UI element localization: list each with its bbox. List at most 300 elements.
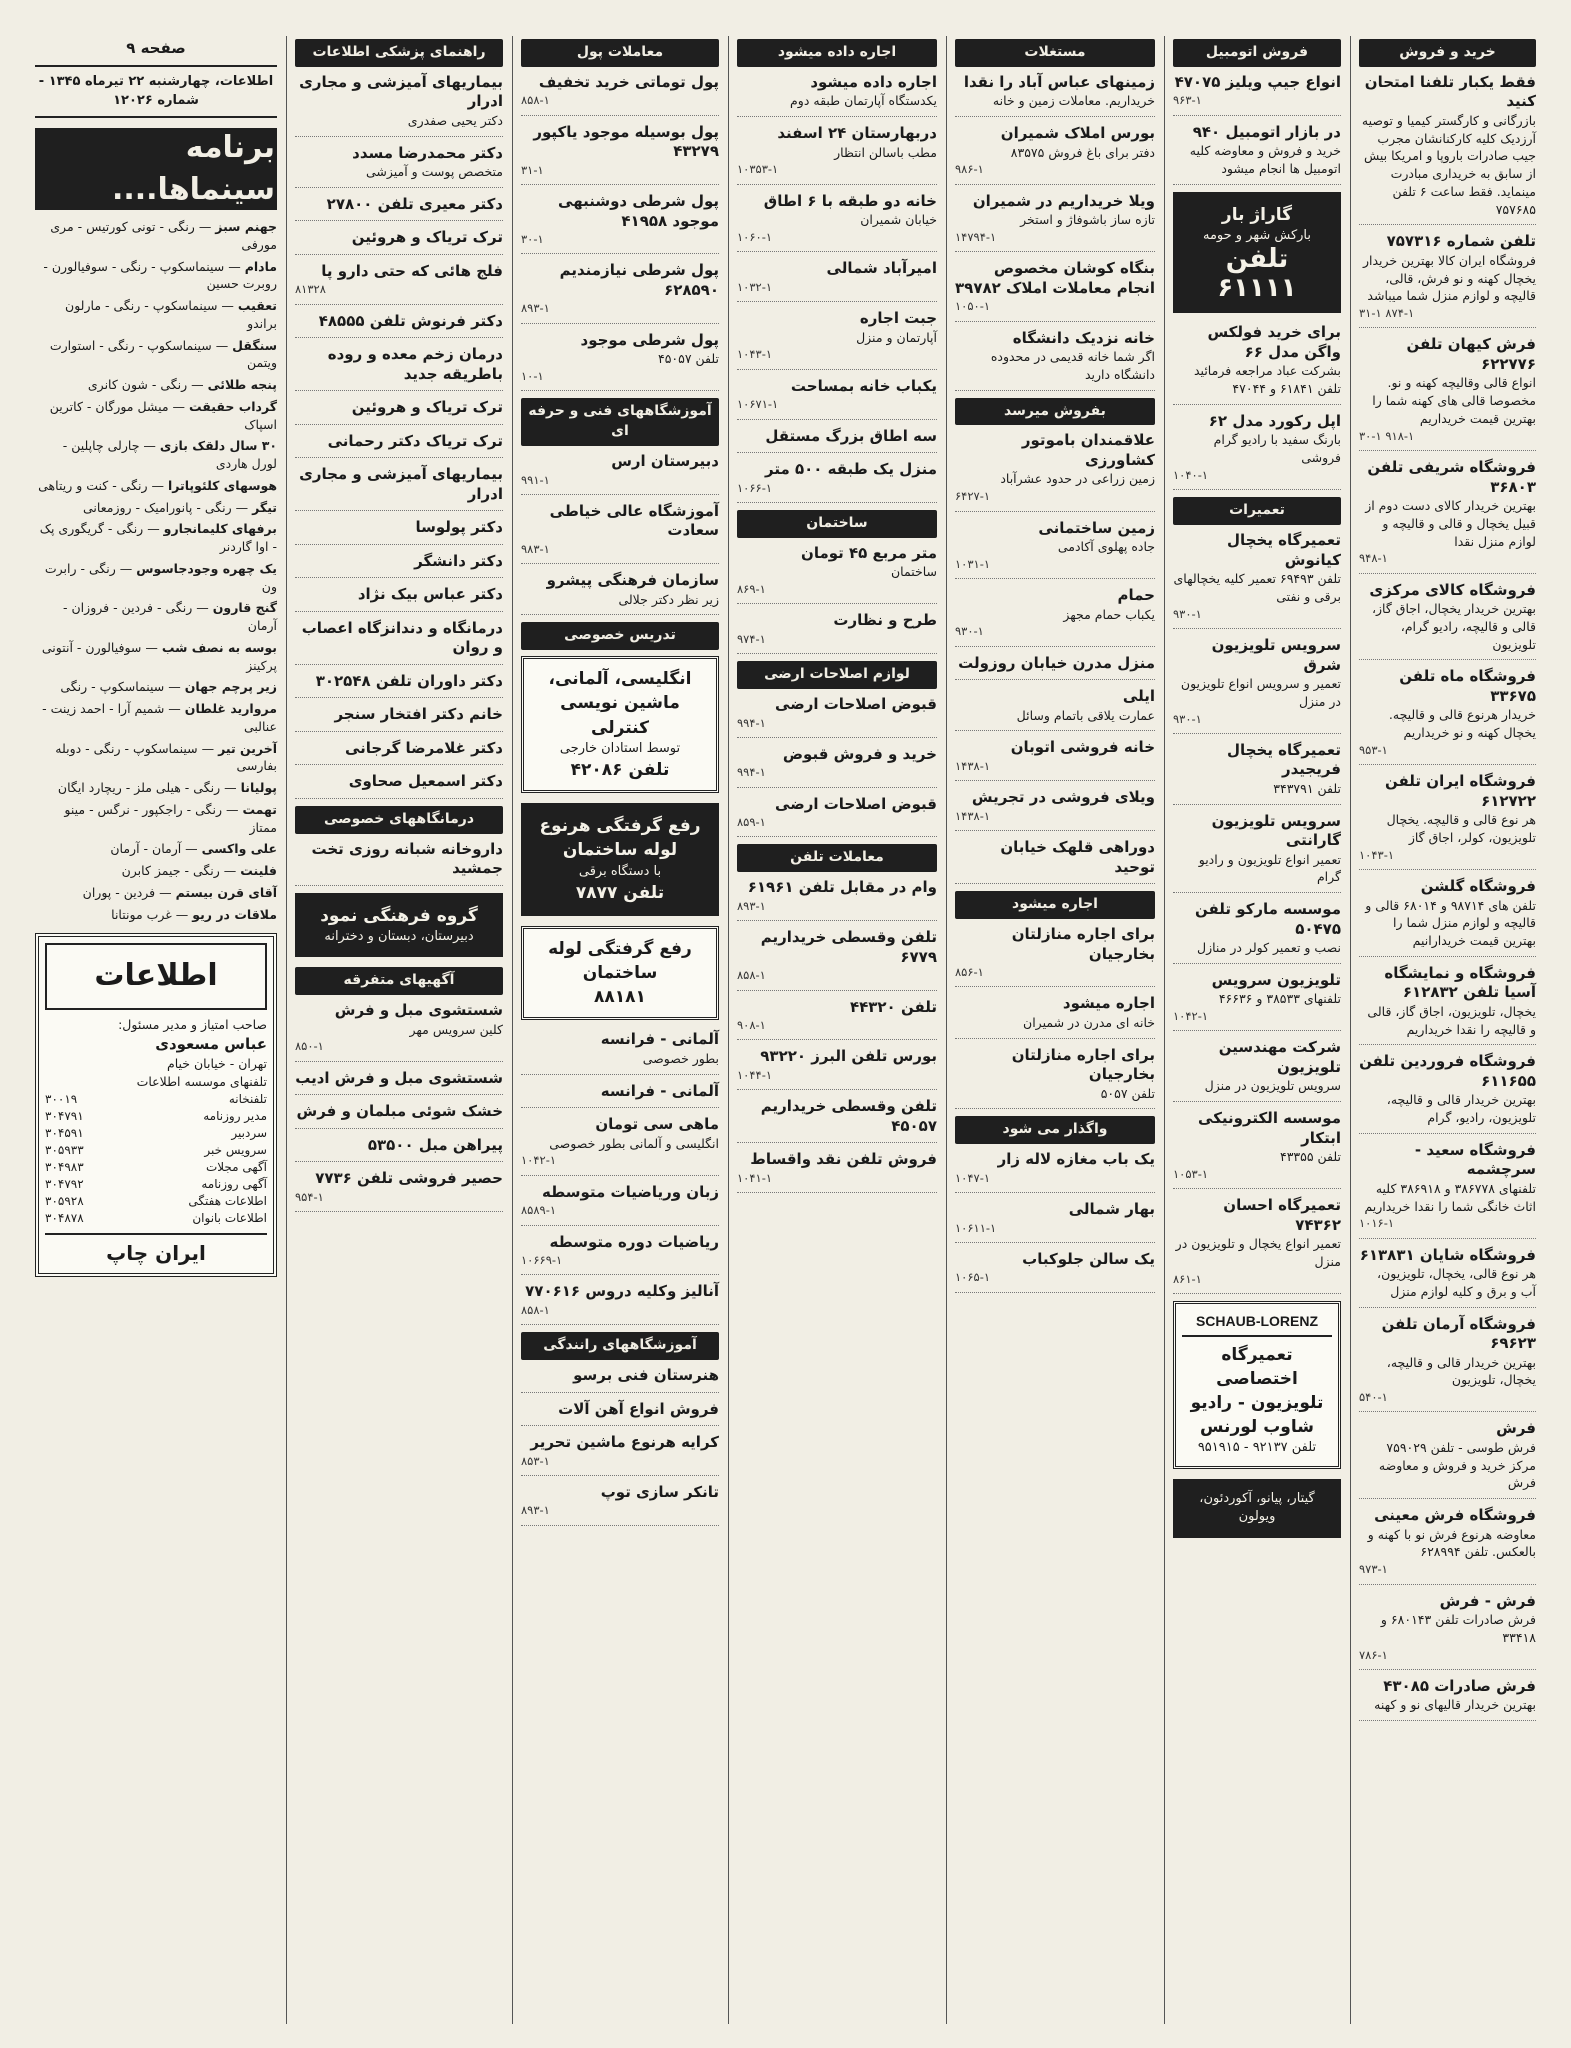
ad-code: ۱۰۴۱-۱ xyxy=(737,1170,773,1185)
ad-title: فرش xyxy=(1496,1419,1536,1438)
repair-ads xyxy=(1173,531,1341,1294)
classified-ad xyxy=(521,1115,719,1176)
ad-code: ۹۸۶-۱ xyxy=(955,162,984,177)
page-number: صفحه ۹ xyxy=(35,36,277,67)
ad-code: ۹۳۰-۱ xyxy=(1173,606,1202,621)
masthead-phone-list xyxy=(45,1091,267,1227)
ad-title: فروشگاه آرمان تلفن ۶۹۶۲۳ xyxy=(1381,1314,1536,1353)
masthead-phone-row xyxy=(45,1142,267,1159)
classified-ad xyxy=(295,552,503,579)
buy-sell-column xyxy=(1354,36,1541,2024)
film-details: آرمان - آرمان xyxy=(110,841,182,857)
ad-title: شستشوی مبل و فرش xyxy=(334,1001,503,1020)
separator: — xyxy=(187,377,208,393)
ad-title: موسسه مارکو تلفن ۵۰۴۷۵ xyxy=(1195,900,1341,938)
cinema-listing xyxy=(35,218,277,254)
film-title: هوسهای کلئوپاترا xyxy=(167,477,277,493)
classified-ad xyxy=(521,192,719,254)
ad-title: فروشگاه فروردین تلفن ۶۱۱۶۵۵ xyxy=(1359,1052,1536,1090)
ad-code: ۱۴۳۸-۱ xyxy=(955,758,991,773)
ad-title: خانه فروشی اتوبان xyxy=(1010,738,1155,757)
cinema-listing xyxy=(35,862,277,880)
classified-ad xyxy=(295,585,503,612)
ad-code: ۱۰۳۱-۱ xyxy=(955,556,991,571)
column-rule xyxy=(728,36,729,2024)
ad-title: خانه نزدیک دانشگاه xyxy=(1012,328,1155,347)
phone-number: ۳۰۰۱۹ xyxy=(45,1091,78,1106)
classified-ad xyxy=(955,1046,1155,1110)
ad-title: دکتر محمدرضا مسدد xyxy=(352,143,503,162)
misc-ads xyxy=(295,1001,503,1212)
ad-title: داروخانه شبانه روزی تخت جمشید xyxy=(311,839,503,878)
boxed-ad xyxy=(521,926,719,1020)
classified-ad xyxy=(955,329,1155,391)
ad-title: فروشگاه ماه تلفن ۳۳۶۷۵ xyxy=(1399,667,1536,705)
film-title: آخرین تیر xyxy=(218,740,277,756)
separator: — xyxy=(155,884,176,900)
boxed-ad xyxy=(521,656,719,793)
medical-column xyxy=(290,36,508,2024)
classified-ad xyxy=(1359,667,1536,765)
masthead-phone-row xyxy=(45,1091,267,1108)
ad-title: دوراهی قلهک خیابان توحید xyxy=(1000,838,1155,876)
ad-body: تلفنهای ۳۸۵۳۳ و ۴۶۶۳۶ xyxy=(1218,991,1341,1007)
ad-body: بهترین خریدار یخچال، اجاق گاز، قالی و قالیچه، رادیو گرام، تلویزیون xyxy=(1371,601,1536,652)
masthead xyxy=(35,933,277,1277)
separator: — xyxy=(221,801,243,817)
classified-ad xyxy=(955,586,1155,647)
film-title: جهنم سبز xyxy=(215,219,277,235)
ad-body: معاوضه هرنوع فرش نو با کهنه و بالعکس. تلفن ۶۲۸۹۹۴ xyxy=(1367,1526,1536,1560)
classified-ad xyxy=(737,192,937,253)
classified-ad xyxy=(1359,458,1536,574)
classified-ad xyxy=(1359,1419,1536,1499)
ad-title: تلفن وقسطی خریداریم ۴۵۰۵۷ xyxy=(760,1097,937,1135)
ad-code: ۱۰۴۴-۱ xyxy=(737,1067,773,1082)
separator: — xyxy=(194,219,216,235)
separator: — xyxy=(220,780,241,796)
ad-code: ۱۰۴۳-۱ xyxy=(737,347,773,362)
classified-ad xyxy=(737,544,937,605)
classified-ad xyxy=(1173,1038,1341,1102)
schaub-lorenz-brand: SCHAUB-LORENZ xyxy=(1182,1312,1332,1337)
classified-ad xyxy=(955,654,1155,681)
ad-body: تلفن ۴۳۳۵۵ xyxy=(1279,1149,1341,1165)
classified-ad xyxy=(1359,1592,1536,1670)
section-head-transfer: واگذار می شود xyxy=(955,1116,1155,1144)
school-ads xyxy=(521,452,719,615)
ad-code: ۸۶۹-۱ xyxy=(737,581,766,596)
garage-title: گاراژ بار xyxy=(1221,204,1293,225)
ad-title: تعمیرگاه احسان ۷۴۳۶۲ xyxy=(1223,1196,1341,1234)
ad-code: ۹۷۴-۱ xyxy=(737,631,766,646)
ad-body: فروشگاه ایران کالا بهترین خریدار یخچال کهنه و نو فرش، قالی، قالیچه و لوازم منزل شما میباشد xyxy=(1362,252,1536,304)
ad-body: تلفنهای ۳۸۶۷۷۸ و ۳۸۶۹۱۸ کلیه اثاث خانگی شما را نقدا خریداریم xyxy=(1364,1180,1536,1214)
land-reform-ads xyxy=(737,695,937,837)
ad-title: بهار شمالی xyxy=(1068,1200,1155,1219)
ad-title: فرش - فرش xyxy=(1439,1591,1536,1610)
box-phone: تلفن ۷۸۷۷ xyxy=(575,882,665,903)
cinema-listing xyxy=(35,740,277,776)
ad-title: یک سالن جلوکباب xyxy=(1022,1249,1155,1268)
classified-ad xyxy=(955,192,1155,253)
ad-title: بورس املاک شمیران xyxy=(1000,124,1155,143)
phone-label: آگهی مجلات xyxy=(205,1159,267,1174)
ad-title: ریاضیات دوره متوسطه xyxy=(549,1232,719,1251)
masthead-logo: اطلاعات xyxy=(45,943,267,1010)
separator: — xyxy=(164,679,185,695)
ad-code: ۱۰۶۵-۱ xyxy=(955,1270,991,1285)
masthead-phone-row xyxy=(45,1210,267,1227)
phone-number: ۳۰۵۹۳۳ xyxy=(45,1142,84,1157)
classified-ad xyxy=(521,1282,719,1325)
film-title: ملاقات در ریو xyxy=(192,906,277,922)
ad-code: ۱۰۵۳-۱ xyxy=(1173,1166,1209,1181)
ad-body: تلفن ۴۵۰۵۷ xyxy=(657,351,719,367)
film-title: آقای قرن بیستم xyxy=(175,884,277,900)
ad-title: فقط یکبار تلفنا امتحان کنید xyxy=(1364,72,1536,111)
section-head-phone-deals: معاملات تلفن xyxy=(737,844,937,872)
classified-ad xyxy=(955,788,1155,831)
cinema-listing xyxy=(35,258,277,294)
classified-ad xyxy=(295,73,503,137)
cinema-listing xyxy=(35,520,277,556)
cinema-listing xyxy=(35,376,277,394)
building-ads xyxy=(737,544,937,654)
ad-body: تازه ساز باشوفاژ و استخر xyxy=(1020,212,1155,228)
classified-ad xyxy=(737,427,937,454)
film-title: سنگقل xyxy=(232,337,277,353)
classified-ad xyxy=(1173,531,1341,629)
ad-code: ۳۱-۱ xyxy=(521,162,544,177)
ad-code: ۱۰۶۰-۱ xyxy=(737,229,773,244)
cultural-group-box xyxy=(295,893,503,958)
ad-title: فروشگاه سعید - سرچشمه xyxy=(1414,1140,1536,1179)
classified-ad xyxy=(295,465,503,511)
classified-ad xyxy=(521,1030,719,1074)
ad-code: ۹۴۸-۱ xyxy=(1359,551,1388,566)
ad-title: ترک تریاک و هروئین xyxy=(351,228,503,247)
classified-ad xyxy=(1173,971,1341,1032)
film-details: سینماسکوپ - رنگی - دوبله بفارسی xyxy=(55,740,277,774)
separator: — xyxy=(217,298,238,314)
ad-code: ۱۰۳۵۳-۱ xyxy=(737,162,779,177)
ad-body: فرش صادرات تلفن ۶۸۰۱۴۳ و ۳۳۴۱۸ xyxy=(1380,1612,1536,1645)
ad-body: بهترین خریدار کالای دست دوم از قبیل یخچال و قالی و قالیچه و لوازم منزل نقدا xyxy=(1365,498,1536,549)
film-details: رنگی - گریگوری پک - اوا گاردنر xyxy=(39,521,277,555)
ad-body: یخچال، تلویزیون، اجاق گاز، قالی و قالیچه را نقدا خریداریم xyxy=(1367,1003,1536,1037)
phone-label: اطلاعات هفتگی xyxy=(188,1193,267,1208)
separator: — xyxy=(197,740,219,756)
ad-title: خانم دکتر افتخار سنجر xyxy=(334,705,503,724)
ad-code: ۱۰۶۷۱-۱ xyxy=(737,397,779,412)
boxed-ad xyxy=(521,803,719,916)
ad-title: پول بوسیله موجود یاکپور ۴۳۲۷۹ xyxy=(533,122,719,161)
classified-ad xyxy=(1359,1677,1536,1721)
garage-box xyxy=(1173,192,1341,314)
classified-ad xyxy=(295,1001,503,1062)
box-body: با دستگاه برقی xyxy=(578,863,662,879)
separator: — xyxy=(181,841,202,857)
publisher-label: صاحب امتیاز و مدیر مسئول: xyxy=(118,1017,267,1033)
ad-title: برای اجاره منازلتان بخارجیان xyxy=(1011,925,1155,963)
ad-code: ۳۰-۱ xyxy=(521,232,544,247)
film-details: رنگی - رابرت ون xyxy=(44,560,277,594)
classified-ad xyxy=(295,772,503,799)
section-head-cars: فروش اتومبیل xyxy=(1173,39,1341,67)
phone-label: اطلاعات بانوان xyxy=(192,1210,267,1225)
ad-title: خشک شوئی مبلمان و فرش xyxy=(296,1102,503,1121)
film-details: سینماسکوپ - رنگی - استوارت ویتمن xyxy=(49,337,277,371)
ad-title: اجاره میشود xyxy=(1062,994,1155,1013)
column-rule xyxy=(286,36,287,2024)
ad-title: حصیر فروشی تلفن ۷۷۳۶ xyxy=(315,1169,503,1188)
separator: — xyxy=(139,438,160,454)
section-head-for-sale: بفروش میرسد xyxy=(955,398,1155,426)
film-details: رنگی - تونی کورتیس - مری مورفی xyxy=(50,219,277,252)
cinema-listing xyxy=(35,840,277,858)
classified-ad xyxy=(737,1150,937,1193)
ad-title: جبت اجاره xyxy=(859,309,937,328)
ad-title: آلمانی - فرانسه xyxy=(600,1081,719,1100)
schaub-lorenz-box xyxy=(1173,1301,1341,1469)
ad-title: بورس تلفن البرز ۹۳۲۲۰ xyxy=(760,1047,937,1066)
classified-ad xyxy=(737,611,937,654)
ad-body: آپارتمان و منزل xyxy=(856,329,937,345)
ad-title: تعمیرگاه یخچال کیانوش xyxy=(1227,531,1341,569)
ad-title: فروشگاه فرش معینی xyxy=(1374,1506,1536,1525)
ad-title: دکتر داوران تلفن ۳۰۲۵۴۸ xyxy=(315,671,503,690)
classified-ad xyxy=(955,259,1155,321)
ad-title: درمانگاه و دندانزگاه اعصاب و روان xyxy=(301,618,503,657)
ad-title: تلفن ۴۴۳۲۰ xyxy=(849,997,937,1016)
ad-title: پول شرطی موجود xyxy=(580,330,719,349)
classified-ad xyxy=(737,259,937,302)
ad-title: وام در مقابل تلفن ۶۱۹۶۱ xyxy=(747,878,937,897)
ad-body: دکتر یحیی صفدری xyxy=(407,112,503,128)
ad-code: ۸۶۱-۱ xyxy=(1173,1271,1202,1286)
classified-ad xyxy=(1359,1506,1536,1584)
box-body: توسط استادان خارجی xyxy=(559,740,681,756)
box-phone: تلفن ۴۲۰۸۶ xyxy=(570,760,670,781)
ad-title: بیماریهای آمیزشی و مجاری ادرار xyxy=(299,465,503,503)
section-head-rental: اجاره داده میشود xyxy=(737,39,937,67)
ad-code: ۷۸۶-۱ xyxy=(1359,1647,1388,1662)
money-ads xyxy=(521,73,719,391)
classified-ad xyxy=(521,1082,719,1109)
ad-title: ایلی xyxy=(1122,687,1155,706)
ad-title: ماهی سی تومان xyxy=(595,1115,719,1134)
cinema-listing xyxy=(35,779,277,797)
classified-ad xyxy=(521,1183,719,1226)
classified-ad xyxy=(737,745,937,788)
classified-ad xyxy=(737,998,937,1041)
ad-title: قبوض اصلاحات ارضی xyxy=(775,695,937,713)
classified-ad xyxy=(955,519,1155,580)
cars-column xyxy=(1168,36,1346,2024)
ad-body: یکباب حمام مجهز xyxy=(1063,606,1155,622)
newspaper-page xyxy=(30,36,1541,2024)
classified-ad xyxy=(521,502,719,564)
ad-code: ۱۰۴۰-۱ xyxy=(1173,467,1209,482)
section-head-medical: راهنمای پزشکی اطلاعات xyxy=(295,39,503,67)
section-head-buy-sell: خرید و فروش xyxy=(1359,39,1536,67)
ad-code: ۹۵۴-۱ xyxy=(295,1189,324,1204)
phone-deal-ads xyxy=(737,878,937,1193)
ad-code: ۱۰۴۷-۱ xyxy=(955,1170,991,1185)
ad-title: انواع جیپ ویلیز ۴۷۰۷۵ xyxy=(1174,72,1341,91)
ad-title: فروشگاه گلشن xyxy=(1420,877,1536,896)
ad-title: خرید و فروش قبوض xyxy=(782,744,937,763)
tutoring-ads xyxy=(521,1030,719,1325)
classified-ad xyxy=(295,144,503,188)
ad-body: بهترین خریدار قالی و قالیچه، تلویزیون، رادیو، گرام xyxy=(1386,1092,1536,1126)
classified-ad xyxy=(955,838,1155,884)
ad-title: فروشگاه کالای مرکزی xyxy=(1369,580,1536,599)
ad-title: تانکر سازی توپ xyxy=(600,1482,719,1501)
ad-code: ۱۰۳۲-۱ xyxy=(737,279,773,294)
ad-body: بارنگ سفید با رادیو گرام فروشی xyxy=(1213,432,1341,466)
phone-label: سرویس خبر xyxy=(204,1142,267,1157)
cinema-listing xyxy=(35,477,277,495)
classified-ad xyxy=(955,1250,1155,1293)
film-title: زیر پرچم جهان xyxy=(184,679,277,695)
ad-body: تعمیر انواع یخچال و تلویزیون در منزل xyxy=(1175,1236,1341,1269)
film-details: میشل مورگان - کاترین اسپاک xyxy=(49,398,277,432)
film-details: رنگی - فردین - فروزان - آرمان xyxy=(63,600,277,634)
masthead-address: تهران - خیابان خیام xyxy=(166,1056,267,1072)
classified-ad xyxy=(1359,73,1536,226)
classified-ad xyxy=(955,994,1155,1038)
ad-title: پول توماتی خرید تخفیف xyxy=(538,72,719,91)
separator: — xyxy=(231,499,253,515)
ad-code: ۸۵۰-۱ xyxy=(295,1039,324,1054)
ad-code: ۵۴۰-۱ xyxy=(1359,1390,1388,1405)
ad-code: ۳۱-۱ ۸۷۴-۱ xyxy=(1359,306,1415,321)
phones-label: تلفنهای موسسه اطلاعات xyxy=(136,1073,267,1089)
section-head-for-rent: اجاره میشود xyxy=(955,891,1155,919)
ad-code: ۹۳۰-۱ xyxy=(955,624,984,639)
ad-title: شرکت مهندسین تلویزیون xyxy=(1218,1038,1341,1076)
ad-title: طرح و نظارت xyxy=(833,611,937,630)
ad-code: ۸۵۸-۱ xyxy=(521,1302,550,1317)
ad-body: عمارت یلاقی باتمام وسائل xyxy=(1016,707,1155,723)
classified-ad xyxy=(1173,123,1341,185)
ad-code: ۱۰۴۲-۱ xyxy=(1173,1009,1209,1024)
ad-code: ۱۰۴۲-۱ xyxy=(521,1153,557,1168)
ad-body: کلین سرویس مهر xyxy=(409,1021,503,1037)
classified-ad xyxy=(521,1433,719,1476)
medical-ads xyxy=(295,73,503,799)
ad-title: اپل رکورد مدل ۶۲ xyxy=(1208,411,1341,430)
classified-ad xyxy=(521,1483,719,1526)
ad-title: زبان وریاضیات متوسطه xyxy=(542,1182,719,1201)
garage-phone: تلفن ۶۱۱۱۱ xyxy=(1217,244,1297,303)
ad-title: دکتر پولوسا xyxy=(415,518,503,537)
ad-title: دکتر فرنوش تلفن ۴۸۵۵۵ xyxy=(318,311,503,330)
ad-title: دکتر غلامرضا گرجانی xyxy=(344,738,503,757)
ad-code: ۱۰۶۶-۱ xyxy=(737,480,773,495)
rental-ads xyxy=(737,73,937,503)
ad-title: سازمان فرهنگی پیشرو xyxy=(546,571,719,590)
film-title: گنج قارون xyxy=(212,600,277,616)
ad-title: سرویس تلویزیون گارانتی xyxy=(1211,811,1341,850)
classified-ad xyxy=(1359,232,1536,328)
separator: — xyxy=(141,639,162,655)
ad-title: فلج هائی که حتی دارو پا xyxy=(321,261,503,280)
ad-title: فرش صادرات ۴۳۰۸۵ xyxy=(1383,1676,1536,1695)
ad-title: دبیرستان ارس xyxy=(611,452,719,471)
classified-ad xyxy=(1173,900,1341,964)
separator: — xyxy=(219,863,241,879)
film-title: پنجه طلائی xyxy=(207,377,277,393)
ad-body: خریدار هرنوع قالی و قالیچه. یخچال کهنه و نو خریداریم xyxy=(1388,707,1536,741)
classified-ad xyxy=(1173,1196,1341,1294)
cinema-column xyxy=(30,36,282,2024)
classified-ad xyxy=(295,195,503,222)
classified-ad xyxy=(737,73,937,117)
ad-body: بهترین خریدار قالی و قالیچه، یخچال، تلویزیون xyxy=(1386,1354,1536,1388)
classified-ad xyxy=(521,73,719,116)
ad-code: ۹۵۳-۱ xyxy=(1359,742,1388,757)
ad-title: برای خرید فولکس واگن مدل ۶۶ xyxy=(1207,323,1341,361)
schaub-box-name: شاوب لورنس xyxy=(1200,1417,1314,1438)
separator: — xyxy=(224,258,245,274)
ad-title: منزل یک طبقه ۵۰۰ متر xyxy=(765,460,937,479)
for-rent-ads xyxy=(955,925,1155,1109)
ad-code: ۸۵۸-۱ xyxy=(737,968,766,983)
classified-ad xyxy=(295,398,503,425)
ad-code: ۹۹۴-۱ xyxy=(737,765,766,780)
garage-body: بارکش شهر و حومه xyxy=(1202,227,1312,243)
ad-title: حمام xyxy=(1117,586,1155,605)
film-details: چارلی چاپلین - لورل هاردی xyxy=(62,438,277,472)
column-rule xyxy=(1350,36,1351,2024)
classified-ad xyxy=(1359,1315,1536,1413)
cinema-listing xyxy=(35,337,277,373)
ad-body: تعمیر انواع تلویزیون و رادیو گرام xyxy=(1198,851,1341,885)
phone-number: ۳۰۴۷۹۲ xyxy=(45,1176,84,1191)
classified-ad xyxy=(1173,636,1341,734)
classified-ad xyxy=(737,695,937,738)
clinic-ads xyxy=(295,840,503,886)
ad-code: ۹۷۳-۱ xyxy=(1359,1562,1388,1577)
ad-body: متخصص پوست و آمیزشی xyxy=(365,164,503,180)
classified-ad xyxy=(737,377,937,420)
classified-ad xyxy=(295,1169,503,1212)
section-head-misc: آگهیهای متفرقه xyxy=(295,967,503,995)
classified-ad xyxy=(1359,1141,1536,1239)
ad-body: دفتر برای باغ فروش ۸۳۵۷۵ xyxy=(1010,144,1155,160)
section-head-money: معاملات پول xyxy=(521,39,719,67)
ad-title: پول شرطی نیازمندیم ۶۲۸۵۹۰ xyxy=(559,261,719,299)
ad-code: ۹۸۳-۱ xyxy=(521,541,550,556)
ad-body: بهترین خریدار قالیهای نو و کهنه xyxy=(1374,1697,1536,1713)
ad-code: ۹۰۸-۱ xyxy=(737,1018,766,1033)
ad-body: یکدستگاه آپارتمان طبقه دوم xyxy=(790,93,937,109)
real-estate-column xyxy=(950,36,1160,2024)
ad-title: سه اطاق بزرگ مستقل xyxy=(765,426,937,445)
ad-code: ۸۹۳-۱ xyxy=(521,1503,550,1518)
classified-ad xyxy=(955,687,1155,731)
phone-number: ۳۰۴۹۸۳ xyxy=(45,1159,84,1174)
ad-title: فرش کیهان تلفن ۶۲۲۷۷۶ xyxy=(1406,335,1536,373)
film-details: سوفیالورن - آنتونی پرکینز xyxy=(41,639,277,673)
classified-ad xyxy=(295,345,503,391)
ad-title: بنگاه کوشان مخصوص انجام معاملات املاک ۳۹۷۸۲ xyxy=(955,259,1155,297)
ad-title: قبوض اصلاحات ارضی xyxy=(775,794,937,813)
section-head-real-estate: مستغلات xyxy=(955,39,1155,67)
